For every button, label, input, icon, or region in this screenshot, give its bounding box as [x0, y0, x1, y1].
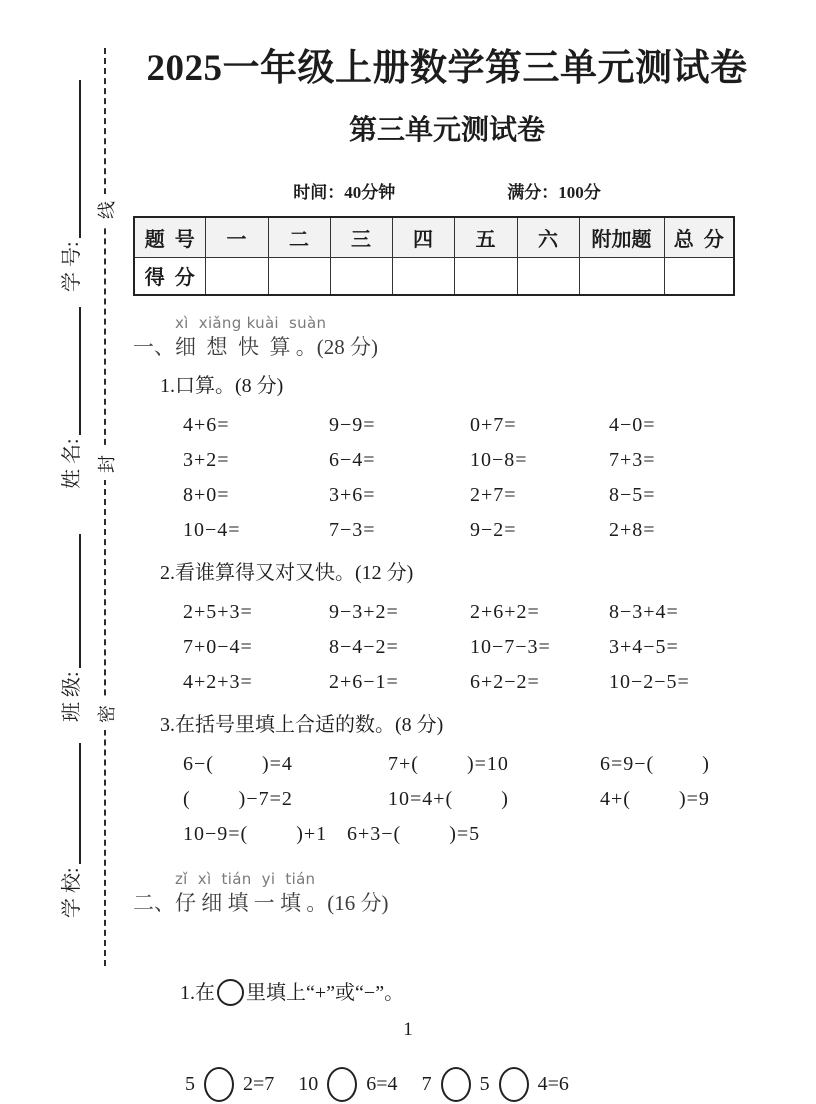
- class-field: [58, 534, 84, 722]
- circle-equation-2: [298, 1067, 397, 1102]
- equation: 4+( )=9: [600, 788, 710, 810]
- seal-char-xian: 线: [94, 200, 120, 226]
- section-1-pinyin: xì xiǎng kuài suàn: [175, 314, 327, 332]
- score-header-1: 一: [205, 217, 268, 257]
- name-blank-line: [76, 307, 81, 435]
- operand: 10: [298, 1072, 319, 1095]
- circle-equation-row: [185, 1064, 761, 1104]
- exam-meta: [133, 178, 761, 203]
- name-field: [58, 307, 84, 489]
- equation: 3+4−5=: [609, 636, 679, 658]
- score-header-extra: 附加题: [579, 217, 664, 257]
- score-cell-empty: [579, 257, 664, 295]
- equation: 2+6−1=: [329, 671, 399, 693]
- section-1-title: 一、细 想 快 算 。(28 分): [133, 335, 378, 359]
- section-2-title: 二、仔 细 填 一 填 。(16 分): [133, 891, 389, 915]
- equation: 6+3−( )=5: [347, 823, 481, 845]
- operand: 5: [479, 1072, 490, 1095]
- equation: 2+6+2=: [470, 601, 540, 623]
- equation: 8−4−2=: [329, 636, 399, 658]
- equation: 10−2−5=: [609, 671, 690, 693]
- equation: 10=4+( ): [388, 788, 509, 810]
- question-1-1-title: 1.口算。(8 分): [160, 375, 284, 397]
- equation: 8+0=: [183, 484, 230, 506]
- equation: 8−3+4=: [609, 601, 679, 623]
- equation: 9−3+2=: [329, 601, 399, 623]
- equation: 9−9=: [329, 414, 376, 436]
- time-limit-label: 时间：40分钟: [293, 183, 396, 202]
- seal-char-mi: 密: [94, 704, 120, 730]
- score-cell-empty: [268, 257, 330, 295]
- score-cell-empty: [664, 257, 734, 295]
- speed-arithmetic-grid: [183, 595, 761, 700]
- equation: ( )−7=2: [183, 788, 293, 810]
- equation: 6+2−2=: [470, 671, 540, 693]
- score-header-4: 四: [392, 217, 454, 257]
- score-cell-empty: [205, 257, 268, 295]
- equation: 6=9−( ): [600, 753, 710, 775]
- score-header-5: 五: [454, 217, 517, 257]
- student-id-field: [58, 80, 84, 292]
- equation: 2+8=: [609, 519, 656, 541]
- fill-circle: [327, 1067, 357, 1102]
- operand: 4=6: [537, 1072, 569, 1095]
- operand: 5: [185, 1072, 195, 1095]
- score-table-score-row: [134, 257, 734, 295]
- equation: 10−8=: [470, 449, 528, 471]
- student-id-blank-line: [76, 80, 81, 238]
- circle-equation-3: [422, 1067, 569, 1102]
- equation: 7−3=: [329, 519, 376, 541]
- score-header-3: 三: [330, 217, 392, 257]
- equation: 4+6=: [183, 414, 230, 436]
- equation: 7+0−4=: [183, 636, 253, 658]
- seal-cut-line: [104, 48, 106, 966]
- equation: 10−7−3=: [470, 636, 551, 658]
- equation: 0+7=: [470, 414, 517, 436]
- equation: 4+2+3=: [183, 671, 253, 693]
- full-score-label: 满分：100分: [507, 183, 601, 202]
- school-blank-line: [76, 743, 81, 864]
- fill-circle: [499, 1067, 529, 1102]
- equation: 7+3=: [609, 449, 656, 471]
- equation: 3+6=: [329, 484, 376, 506]
- fill-circle: [204, 1067, 234, 1102]
- equation: 7+( )=10: [388, 753, 509, 775]
- score-cell-empty: [517, 257, 579, 295]
- score-table: [133, 216, 735, 296]
- equation: 6−( )=4: [183, 753, 293, 775]
- fill-circle: [441, 1067, 471, 1102]
- equation: 3+2=: [183, 449, 230, 471]
- section-2-heading: [133, 870, 761, 917]
- fill-brackets-last-row: [183, 817, 761, 852]
- section-1-heading: [133, 314, 761, 361]
- operand: 2=7: [243, 1072, 275, 1095]
- equation: 6−4=: [329, 449, 376, 471]
- score-header-question-number: 题 号: [134, 217, 205, 257]
- score-header-total: 总 分: [664, 217, 734, 257]
- class-blank-line: [76, 534, 81, 668]
- equation: 8−5=: [609, 484, 656, 506]
- equation: 10−9=( )+1: [183, 823, 328, 845]
- score-cell-empty: [392, 257, 454, 295]
- page-title: 2025一年级上册数学第三单元测试卷: [146, 48, 748, 89]
- equation: 2+7=: [470, 484, 517, 506]
- operand: 6=4: [366, 1072, 398, 1095]
- equation: 2+5+3=: [183, 601, 253, 623]
- equation: 9−2=: [470, 519, 517, 541]
- class-label: 班 级:: [61, 671, 83, 722]
- question-1-2-title: 2.看谁算得又对又快。(12 分): [160, 562, 414, 584]
- section-2-pinyin: zǐ xì tián yi tián: [175, 870, 316, 888]
- equation: 10−4=: [183, 519, 241, 541]
- score-table-header-row: [134, 217, 734, 257]
- score-cell-empty: [454, 257, 517, 295]
- equation: 4−0=: [609, 414, 656, 436]
- fill-brackets-grid: [183, 747, 761, 817]
- score-row-label: 得 分: [134, 257, 205, 295]
- seal-char-feng: 封: [94, 454, 120, 480]
- school-field: [58, 743, 84, 918]
- school-label: 学 校:: [61, 867, 83, 918]
- fill-circle-icon: [217, 979, 244, 1006]
- score-header-6: 六: [517, 217, 579, 257]
- question-2-1-title-post: 里填上“+”或“−”。: [246, 982, 405, 1004]
- main-content: [133, 0, 761, 1104]
- circle-equation-1: [185, 1067, 274, 1102]
- question-1-3-title: 3.在括号里填上合适的数。(8 分): [160, 714, 444, 736]
- operand: 7: [421, 1072, 432, 1095]
- oral-arithmetic-grid: [183, 408, 761, 548]
- score-header-2: 二: [268, 217, 330, 257]
- name-label: 姓 名:: [61, 438, 83, 489]
- page-subtitle: 第三单元测试卷: [348, 115, 545, 146]
- question-2-1-title-pre: 1.在: [180, 982, 215, 1004]
- page-number: 1: [403, 1019, 413, 1040]
- student-id-label: 学 号:: [61, 241, 83, 292]
- score-cell-empty: [330, 257, 392, 295]
